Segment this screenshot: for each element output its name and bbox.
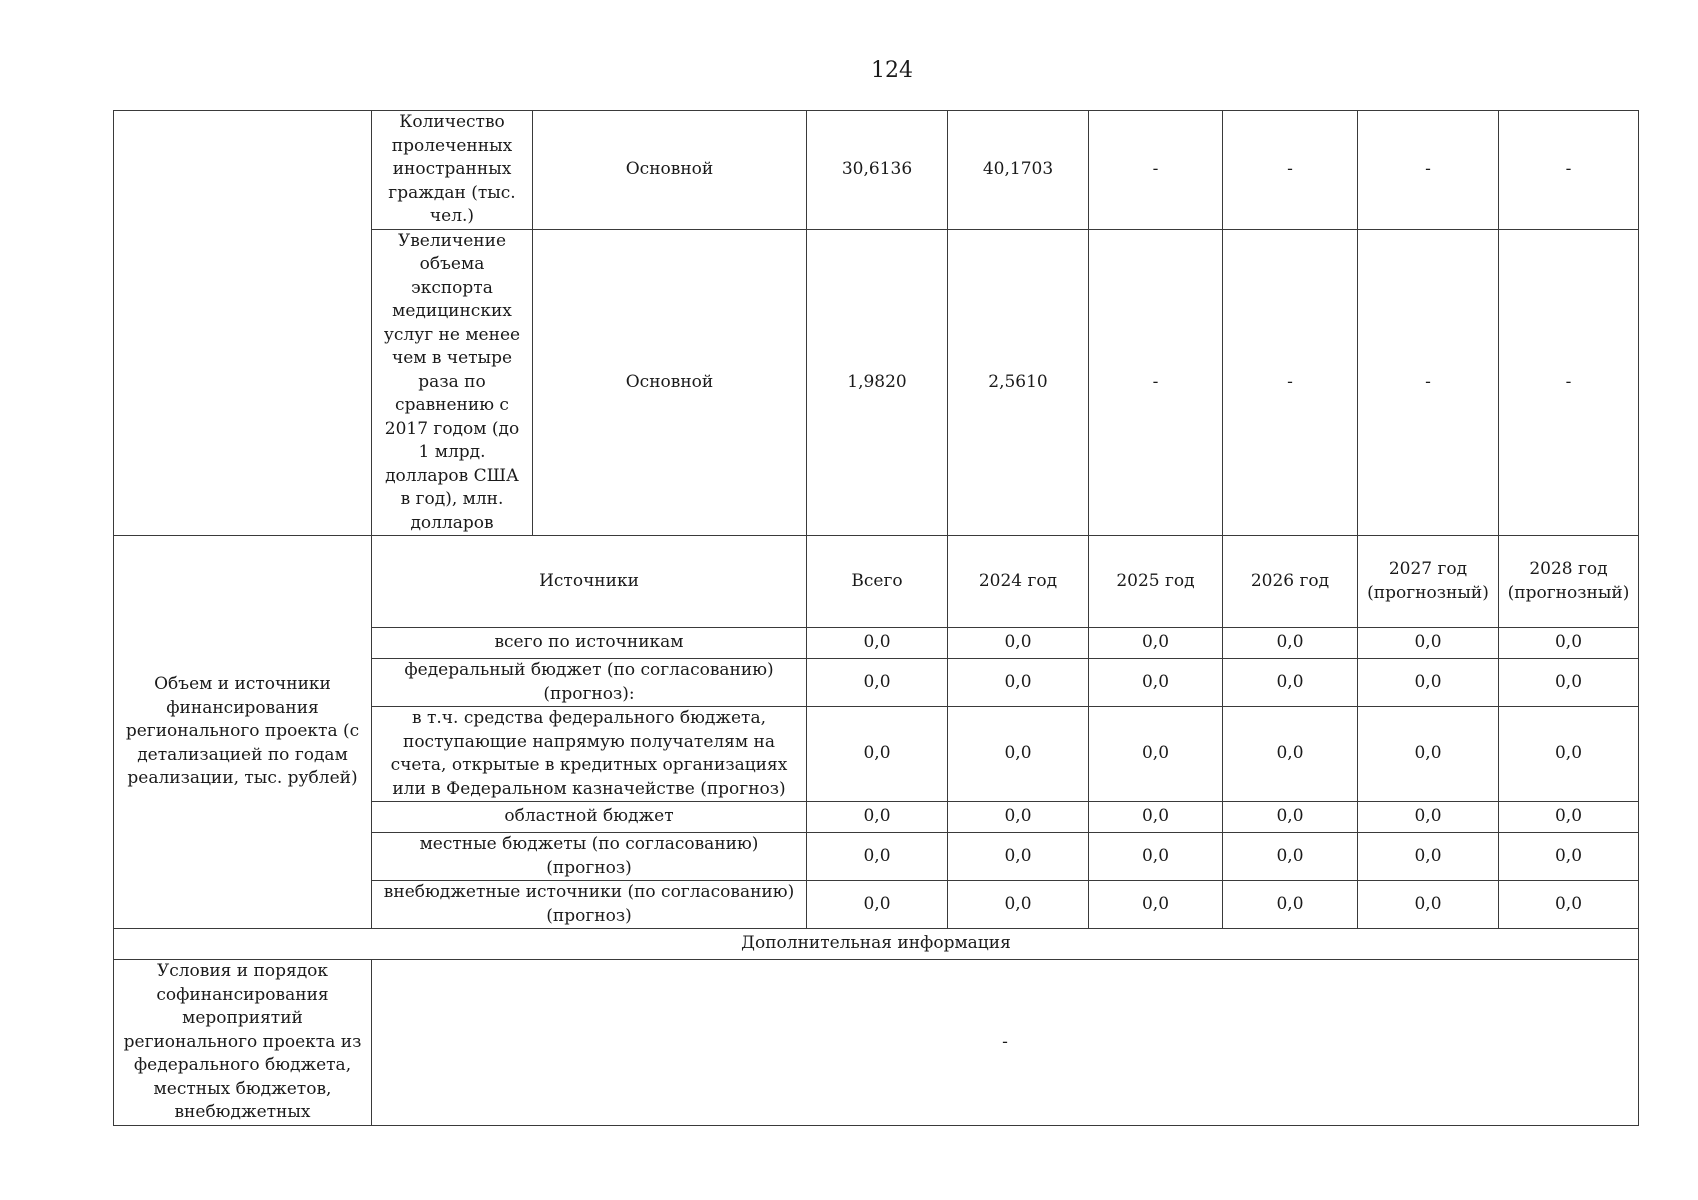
financing-value: 0,0 bbox=[807, 881, 948, 929]
financing-source: в т.ч. средства федерального бюджета, поступающие напрямую получателям на счета, открытые в кредитных организациях или в Федеральном казначействе (прогноз) bbox=[372, 707, 807, 802]
conditions-row bbox=[114, 960, 1639, 1126]
financing-value: 0,0 bbox=[1358, 881, 1499, 929]
financing-value: 0,0 bbox=[1358, 659, 1499, 707]
indicator-value: - bbox=[1499, 229, 1639, 536]
financing-value: 0,0 bbox=[1499, 628, 1639, 659]
indicator-type: Основной bbox=[533, 229, 807, 536]
financing-value: 0,0 bbox=[1223, 833, 1358, 881]
indicator-value: - bbox=[1499, 111, 1639, 230]
financing-value: 0,0 bbox=[948, 881, 1089, 929]
financing-value: 0,0 bbox=[948, 833, 1089, 881]
project-table bbox=[113, 110, 1639, 1126]
indicator-name: Увеличение объема экспорта медицинских услуг не менее чем в четыре раза по сравнению с 2017 годом (до 1 млрд. долларов США в год), млн. долларов bbox=[372, 229, 533, 536]
indicator-name: Количество пролеченных иностранных граждан (тыс. чел.) bbox=[372, 111, 533, 230]
additional-info-heading: Дополнительная информация bbox=[114, 929, 1639, 960]
conditions-value: - bbox=[372, 960, 1639, 1126]
indicator-value: 30,6136 bbox=[807, 111, 948, 230]
financing-value: 0,0 bbox=[1358, 707, 1499, 802]
indicator-value: - bbox=[1358, 229, 1499, 536]
column-header: 2027 год (прогнозный) bbox=[1358, 536, 1499, 628]
financing-value: 0,0 bbox=[1499, 881, 1639, 929]
financing-value: 0,0 bbox=[1089, 707, 1223, 802]
financing-value: 0,0 bbox=[1499, 833, 1639, 881]
additional-info-row bbox=[114, 929, 1639, 960]
financing-value: 0,0 bbox=[1223, 628, 1358, 659]
indicator-row bbox=[114, 111, 1639, 230]
financing-value: 0,0 bbox=[807, 707, 948, 802]
page-number: 124 bbox=[871, 58, 913, 83]
indicator-type: Основной bbox=[533, 111, 807, 230]
financing-value: 0,0 bbox=[1089, 881, 1223, 929]
indicator-value: 1,9820 bbox=[807, 229, 948, 536]
financing-value: 0,0 bbox=[1089, 659, 1223, 707]
financing-value: 0,0 bbox=[948, 659, 1089, 707]
financing-value: 0,0 bbox=[948, 802, 1089, 833]
financing-value: 0,0 bbox=[1089, 833, 1223, 881]
indicator-value: - bbox=[1223, 111, 1358, 230]
indicator-value: - bbox=[1358, 111, 1499, 230]
column-header: 2024 год bbox=[948, 536, 1089, 628]
indicator-value: - bbox=[1223, 229, 1358, 536]
column-header: 2028 год (прогнозный) bbox=[1499, 536, 1639, 628]
financing-value: 0,0 bbox=[1358, 628, 1499, 659]
financing-source: всего по источникам bbox=[372, 628, 807, 659]
financing-value: 0,0 bbox=[1089, 802, 1223, 833]
financing-source: областной бюджет bbox=[372, 802, 807, 833]
financing-value: 0,0 bbox=[807, 833, 948, 881]
financing-source: внебюджетные источники (по согласованию) (прогноз) bbox=[372, 881, 807, 929]
column-header: Всего bbox=[807, 536, 948, 628]
financing-value: 0,0 bbox=[1089, 628, 1223, 659]
financing-value: 0,0 bbox=[807, 802, 948, 833]
column-header: 2026 год bbox=[1223, 536, 1358, 628]
financing-value: 0,0 bbox=[1223, 707, 1358, 802]
indicator-value: - bbox=[1089, 229, 1223, 536]
financing-value: 0,0 bbox=[807, 628, 948, 659]
conditions-label: Условия и порядок софинансирования мероприятий регионального проекта из федерального бюджета, местных бюджетов, внебюджетных bbox=[114, 960, 372, 1126]
financing-value: 0,0 bbox=[1223, 659, 1358, 707]
financing-value: 0,0 bbox=[807, 659, 948, 707]
financing-value: 0,0 bbox=[1499, 802, 1639, 833]
financing-value: 0,0 bbox=[948, 707, 1089, 802]
financing-source: местные бюджеты (по согласованию) (прогноз) bbox=[372, 833, 807, 881]
financing-value: 0,0 bbox=[948, 628, 1089, 659]
column-header: 2025 год bbox=[1089, 536, 1223, 628]
indicators-label-cell bbox=[114, 111, 372, 536]
financing-source: федеральный бюджет (по согласованию) (прогноз): bbox=[372, 659, 807, 707]
financing-value: 0,0 bbox=[1223, 881, 1358, 929]
financing-value: 0,0 bbox=[1358, 802, 1499, 833]
financing-label: Объем и источники финансирования регионального проекта (с детализацией по годам реализации, тыс. рублей) bbox=[114, 536, 372, 929]
sources-header: Источники bbox=[372, 536, 807, 628]
indicator-value: - bbox=[1089, 111, 1223, 230]
financing-header-row bbox=[114, 536, 1639, 628]
indicator-value: 40,1703 bbox=[948, 111, 1089, 230]
indicator-value: 2,5610 bbox=[948, 229, 1089, 536]
financing-value: 0,0 bbox=[1499, 707, 1639, 802]
financing-value: 0,0 bbox=[1499, 659, 1639, 707]
financing-value: 0,0 bbox=[1358, 833, 1499, 881]
financing-value: 0,0 bbox=[1223, 802, 1358, 833]
